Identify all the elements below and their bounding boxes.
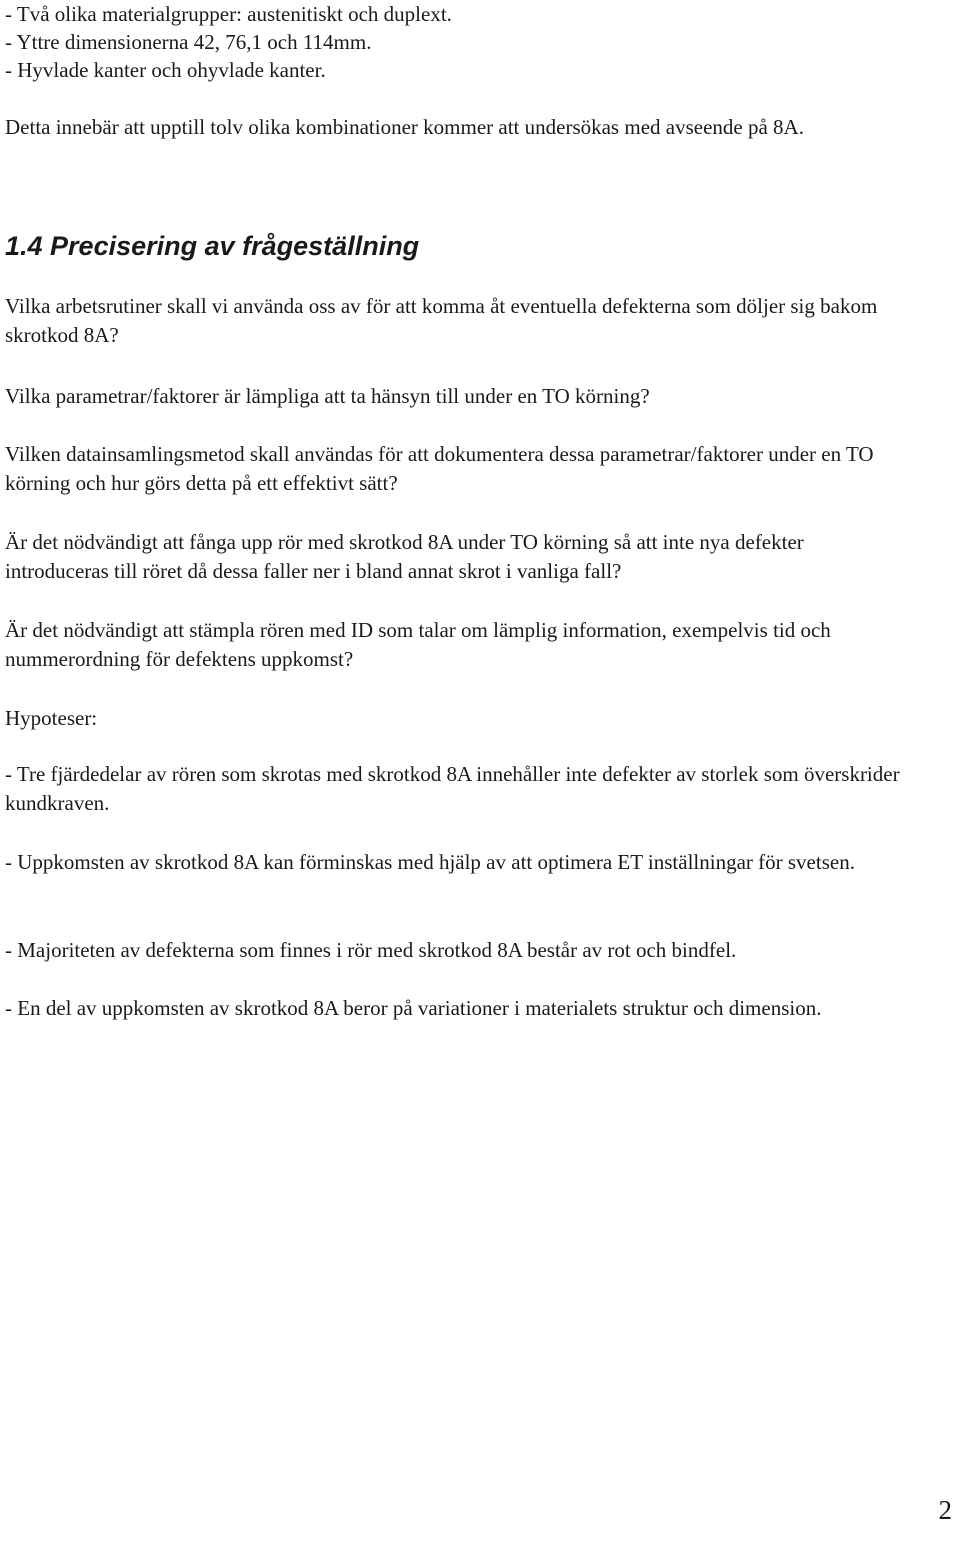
question-paragraph: Är det nödvändigt att stämpla rören med ID som talar om lämplig information, exempelvis tid och nummerordning för defektens uppkomst? bbox=[5, 618, 831, 671]
section-heading: 1.4 Precisering av frågeställning bbox=[5, 231, 420, 261]
list-item: - Två olika materialgrupper: austenitiskt och duplext. bbox=[5, 2, 452, 26]
question-paragraph: Vilken datainsamlingsmetod skall användas för att dokumentera dessa parametrar/faktorer under en TO körning och hur görs detta på ett effektivt sätt? bbox=[5, 442, 874, 495]
hypothesis-item: - Majoriteten av defekterna som finnes i rör med skrotkod 8A består av rot och bindfel. bbox=[5, 938, 737, 962]
question-paragraph: Vilka parametrar/faktorer är lämpliga att ta hänsyn till under en TO körning? bbox=[5, 384, 650, 408]
hypothesis-item: - En del av uppkomsten av skrotkod 8A beror på variationer i materialets struktur och dimension. bbox=[5, 996, 822, 1020]
question-paragraph: Är det nödvändigt att fånga upp rör med skrotkod 8A under TO körning så att inte nya defekter introduceras till röret då dessa faller ner i bland annat skrot i vanliga fall? bbox=[5, 530, 804, 583]
page-number: 2 bbox=[938, 1495, 952, 1525]
question-paragraph: Vilka arbetsrutiner skall vi använda oss av för att komma åt eventuella defekterna som döljer sig bakom skrotkod 8A? bbox=[5, 294, 878, 347]
list-item: - Hyvlade kanter och ohyvlade kanter. bbox=[5, 58, 326, 82]
hypothesis-item: - Tre fjärdedelar av rören som skrotas med skrotkod 8A innehåller inte defekter av storlek som överskrider kundkraven. bbox=[5, 762, 900, 815]
hypothesis-item: - Uppkomsten av skrotkod 8A kan förminskas med hjälp av att optimera ET inställningar för svetsen. bbox=[5, 850, 855, 874]
hypotheses-label: Hypoteser: bbox=[5, 706, 98, 730]
intro-paragraph: Detta innebär att upptill tolv olika kombinationer kommer att undersökas med avseende på 8A. bbox=[5, 115, 804, 139]
list-item: - Yttre dimensionerna 42, 76,1 och 114mm. bbox=[5, 30, 372, 54]
